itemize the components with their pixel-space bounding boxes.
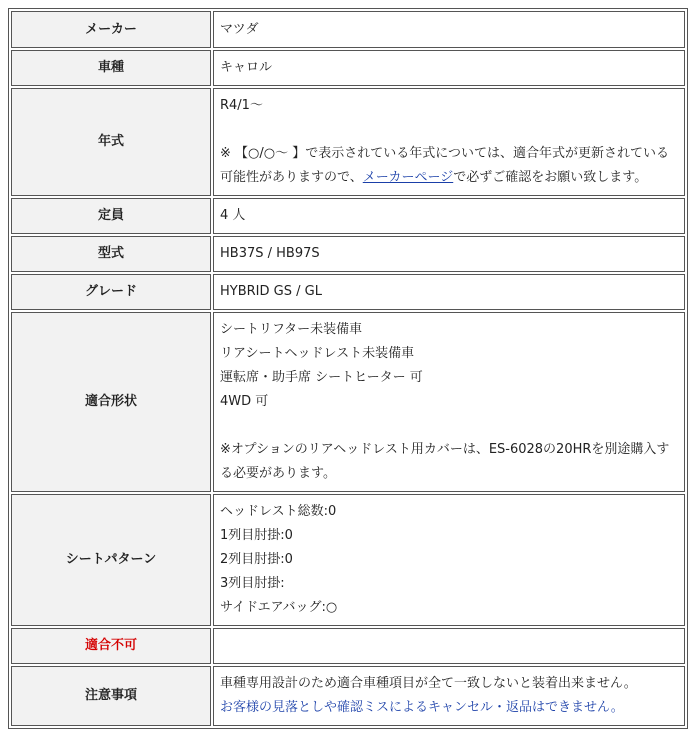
maker-page-link[interactable]: メーカーページ (362, 170, 454, 185)
year-note-suffix: で必ずご確認をお願い致します。 (453, 170, 648, 185)
maker-label: メーカー (11, 11, 211, 48)
row-year (11, 88, 685, 196)
seat-pattern-label: シートパターン (11, 494, 211, 626)
not-compatible-label: 適合不可 (11, 628, 211, 664)
model-value: キャロル (213, 50, 685, 86)
notes-value-cell (213, 666, 685, 726)
seat-pattern-line: 3列目肘掛: (220, 576, 285, 591)
row-seat-pattern (11, 494, 685, 626)
seat-pattern-line: 1列目肘掛:0 (220, 528, 293, 543)
fit-shape-line: リアシートヘッドレスト未装備車 (220, 346, 415, 361)
row-notes (11, 666, 685, 726)
row-grade (11, 274, 685, 310)
capacity-value: 4 人 (213, 198, 685, 234)
fit-shape-line: 4WD 可 (220, 394, 269, 409)
type-label: 型式 (11, 236, 211, 272)
seat-pattern-line: サイドエアバッグ:○ (220, 600, 338, 615)
seat-pattern-line: ヘッドレスト総数:0 (220, 504, 337, 519)
seat-pattern-value-cell (213, 494, 685, 626)
row-model (11, 50, 685, 86)
spec-table (8, 8, 688, 729)
seat-pattern-line: 2列目肘掛:0 (220, 552, 293, 567)
row-not-compatible (11, 628, 685, 664)
year-label: 年式 (11, 88, 211, 196)
spacer (220, 118, 678, 142)
model-label: 車種 (11, 50, 211, 86)
maker-value: マツダ (213, 11, 685, 48)
fit-shape-value-cell (213, 312, 685, 492)
row-type (11, 236, 685, 272)
notes-line-1: 車種専用設計のため適合車種項目が全て一致しないと装着出来ません。 (220, 676, 637, 691)
row-capacity (11, 198, 685, 234)
fit-shape-line: シートリフター未装備車 (220, 322, 363, 337)
year-value: R4/1～ (220, 98, 263, 113)
notes-label: 注意事項 (11, 666, 211, 726)
year-note (220, 142, 678, 190)
fit-shape-line: 運転席・助手席 シートヒーター 可 (220, 370, 423, 385)
grade-label: グレード (11, 274, 211, 310)
grade-value: HYBRID GS / GL (213, 274, 685, 310)
fit-shape-note: ※オプションのリアヘッドレスト用カバーは、ES-6028の20HRを別途購入する必要があります。 (220, 442, 670, 481)
year-note-prefix: ※ 【○/○～ 】で表示されている年式については、適合年式が更新されている可能性がありますので、 (220, 146, 669, 185)
spacer (220, 414, 678, 438)
year-value-cell (213, 88, 685, 196)
capacity-label: 定員 (11, 198, 211, 234)
row-fit-shape (11, 312, 685, 492)
notes-line-2: お客様の見落としや確認ミスによるキャンセル・返品はできません。 (220, 700, 624, 715)
fit-shape-label: 適合形状 (11, 312, 211, 492)
row-maker (11, 11, 685, 48)
not-compatible-value (213, 628, 685, 664)
type-value: HB37S / HB97S (213, 236, 685, 272)
